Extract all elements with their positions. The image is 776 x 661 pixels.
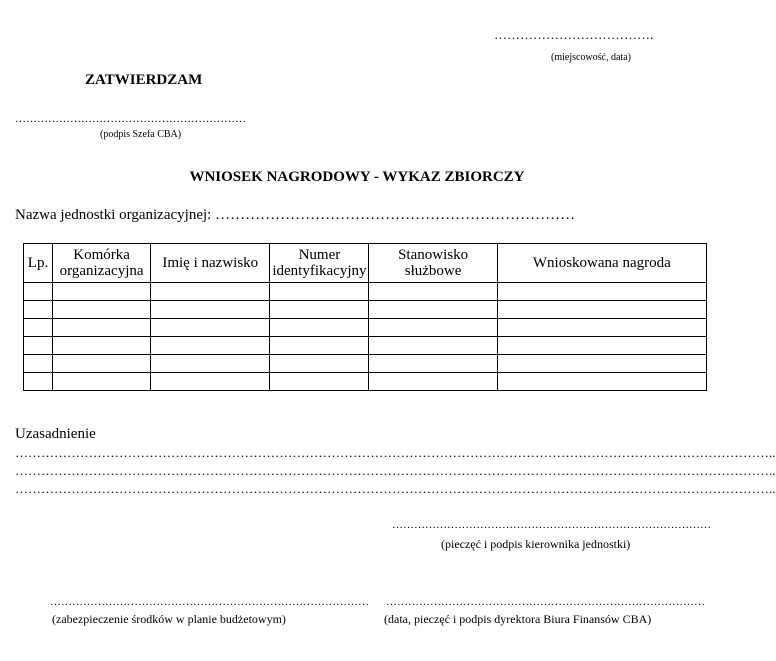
chief-signature-label: (podpis Szefa CBA): [100, 129, 182, 140]
table-cell[interactable]: [53, 337, 151, 355]
table-cell[interactable]: [24, 355, 53, 373]
table-cell[interactable]: [53, 355, 151, 373]
table-cell[interactable]: [270, 355, 369, 373]
table-cell[interactable]: [270, 319, 369, 337]
table-cell[interactable]: [369, 337, 497, 355]
col-unit-header: Komórka organizacyjna: [53, 244, 151, 283]
unit-head-signature-dotted-line: ……………………………………………………………………………: [392, 519, 711, 531]
table-cell[interactable]: [497, 337, 706, 355]
table-cell[interactable]: [151, 355, 270, 373]
awards-table: [23, 243, 707, 391]
table-row: [24, 373, 707, 391]
unit-head-signature-label: (pieczęć i podpis kierownika jednostki): [441, 537, 631, 551]
finance-signature-dotted-line: ……………………………………………………………………………: [386, 596, 705, 608]
table-cell[interactable]: [24, 373, 53, 391]
table-cell[interactable]: [151, 337, 270, 355]
table-row: [24, 283, 707, 301]
unit-name-line: Nazwa jednostki organizacyjnej: ………………………………………………………………: [15, 207, 576, 223]
table-cell[interactable]: [497, 283, 706, 301]
table-cell[interactable]: [24, 337, 53, 355]
justification-label: Uzasadnienie: [15, 426, 96, 442]
col-name-header: Imię i nazwisko: [151, 244, 270, 283]
table-cell[interactable]: [24, 319, 53, 337]
table-cell[interactable]: [270, 337, 369, 355]
col-id-header: Numer identyfikacyjny: [270, 244, 369, 283]
budget-signature-dotted-line: ……………………………………………………………………………: [50, 596, 369, 608]
place-date-dotted-line: ……………………………….: [494, 27, 654, 42]
table-cell[interactable]: [497, 319, 706, 337]
table-cell[interactable]: [369, 373, 497, 391]
table-row: [24, 355, 707, 373]
finance-signature-label: (data, pieczęć i podpis dyrektora Biura Finansów CBA): [384, 612, 652, 626]
justification-line[interactable]: …………………………………………………………………………………………………………………………………………………………..: [15, 463, 776, 478]
table-cell[interactable]: [151, 283, 270, 301]
budget-signature-label: (zabezpieczenie środków w planie budżetowym): [52, 612, 286, 626]
chief-signature-dotted-line: ………………………………………………………: [15, 113, 246, 125]
justification-line[interactable]: …………………………………………………………………………………………………………………………………………………………..: [15, 445, 776, 460]
table-cell[interactable]: [497, 301, 706, 319]
table-cell[interactable]: [151, 301, 270, 319]
col-award-header: Wnioskowana nagroda: [497, 244, 706, 283]
table-cell[interactable]: [53, 319, 151, 337]
table-cell[interactable]: [369, 301, 497, 319]
table-cell[interactable]: [497, 373, 706, 391]
col-position-header: Stanowisko służbowe: [369, 244, 497, 283]
col-lp-header: Lp.: [24, 244, 53, 283]
table-cell[interactable]: [151, 319, 270, 337]
table-cell[interactable]: [369, 319, 497, 337]
table-cell[interactable]: [270, 301, 369, 319]
table-row: [24, 337, 707, 355]
table-cell[interactable]: [497, 355, 706, 373]
place-date-label: (miejscowość, data): [551, 52, 631, 63]
table-cell[interactable]: [270, 373, 369, 391]
table-row: [24, 301, 707, 319]
table-cell[interactable]: [53, 373, 151, 391]
table-cell[interactable]: [24, 301, 53, 319]
table-cell[interactable]: [53, 301, 151, 319]
table-cell[interactable]: [53, 283, 151, 301]
table-row: [24, 319, 707, 337]
table-cell[interactable]: [369, 283, 497, 301]
table-cell[interactable]: [369, 355, 497, 373]
table-cell[interactable]: [24, 283, 53, 301]
table-cell[interactable]: [270, 283, 369, 301]
document-title: WNIOSEK NAGRODOWY - WYKAZ ZBIORCZY: [189, 169, 525, 185]
justification-line[interactable]: …………………………………………………………………………………………………………………………………………………………..: [15, 481, 776, 496]
approve-heading: ZATWIERDZAM: [85, 72, 203, 88]
table-cell[interactable]: [151, 373, 270, 391]
table-header-row: [24, 244, 707, 283]
